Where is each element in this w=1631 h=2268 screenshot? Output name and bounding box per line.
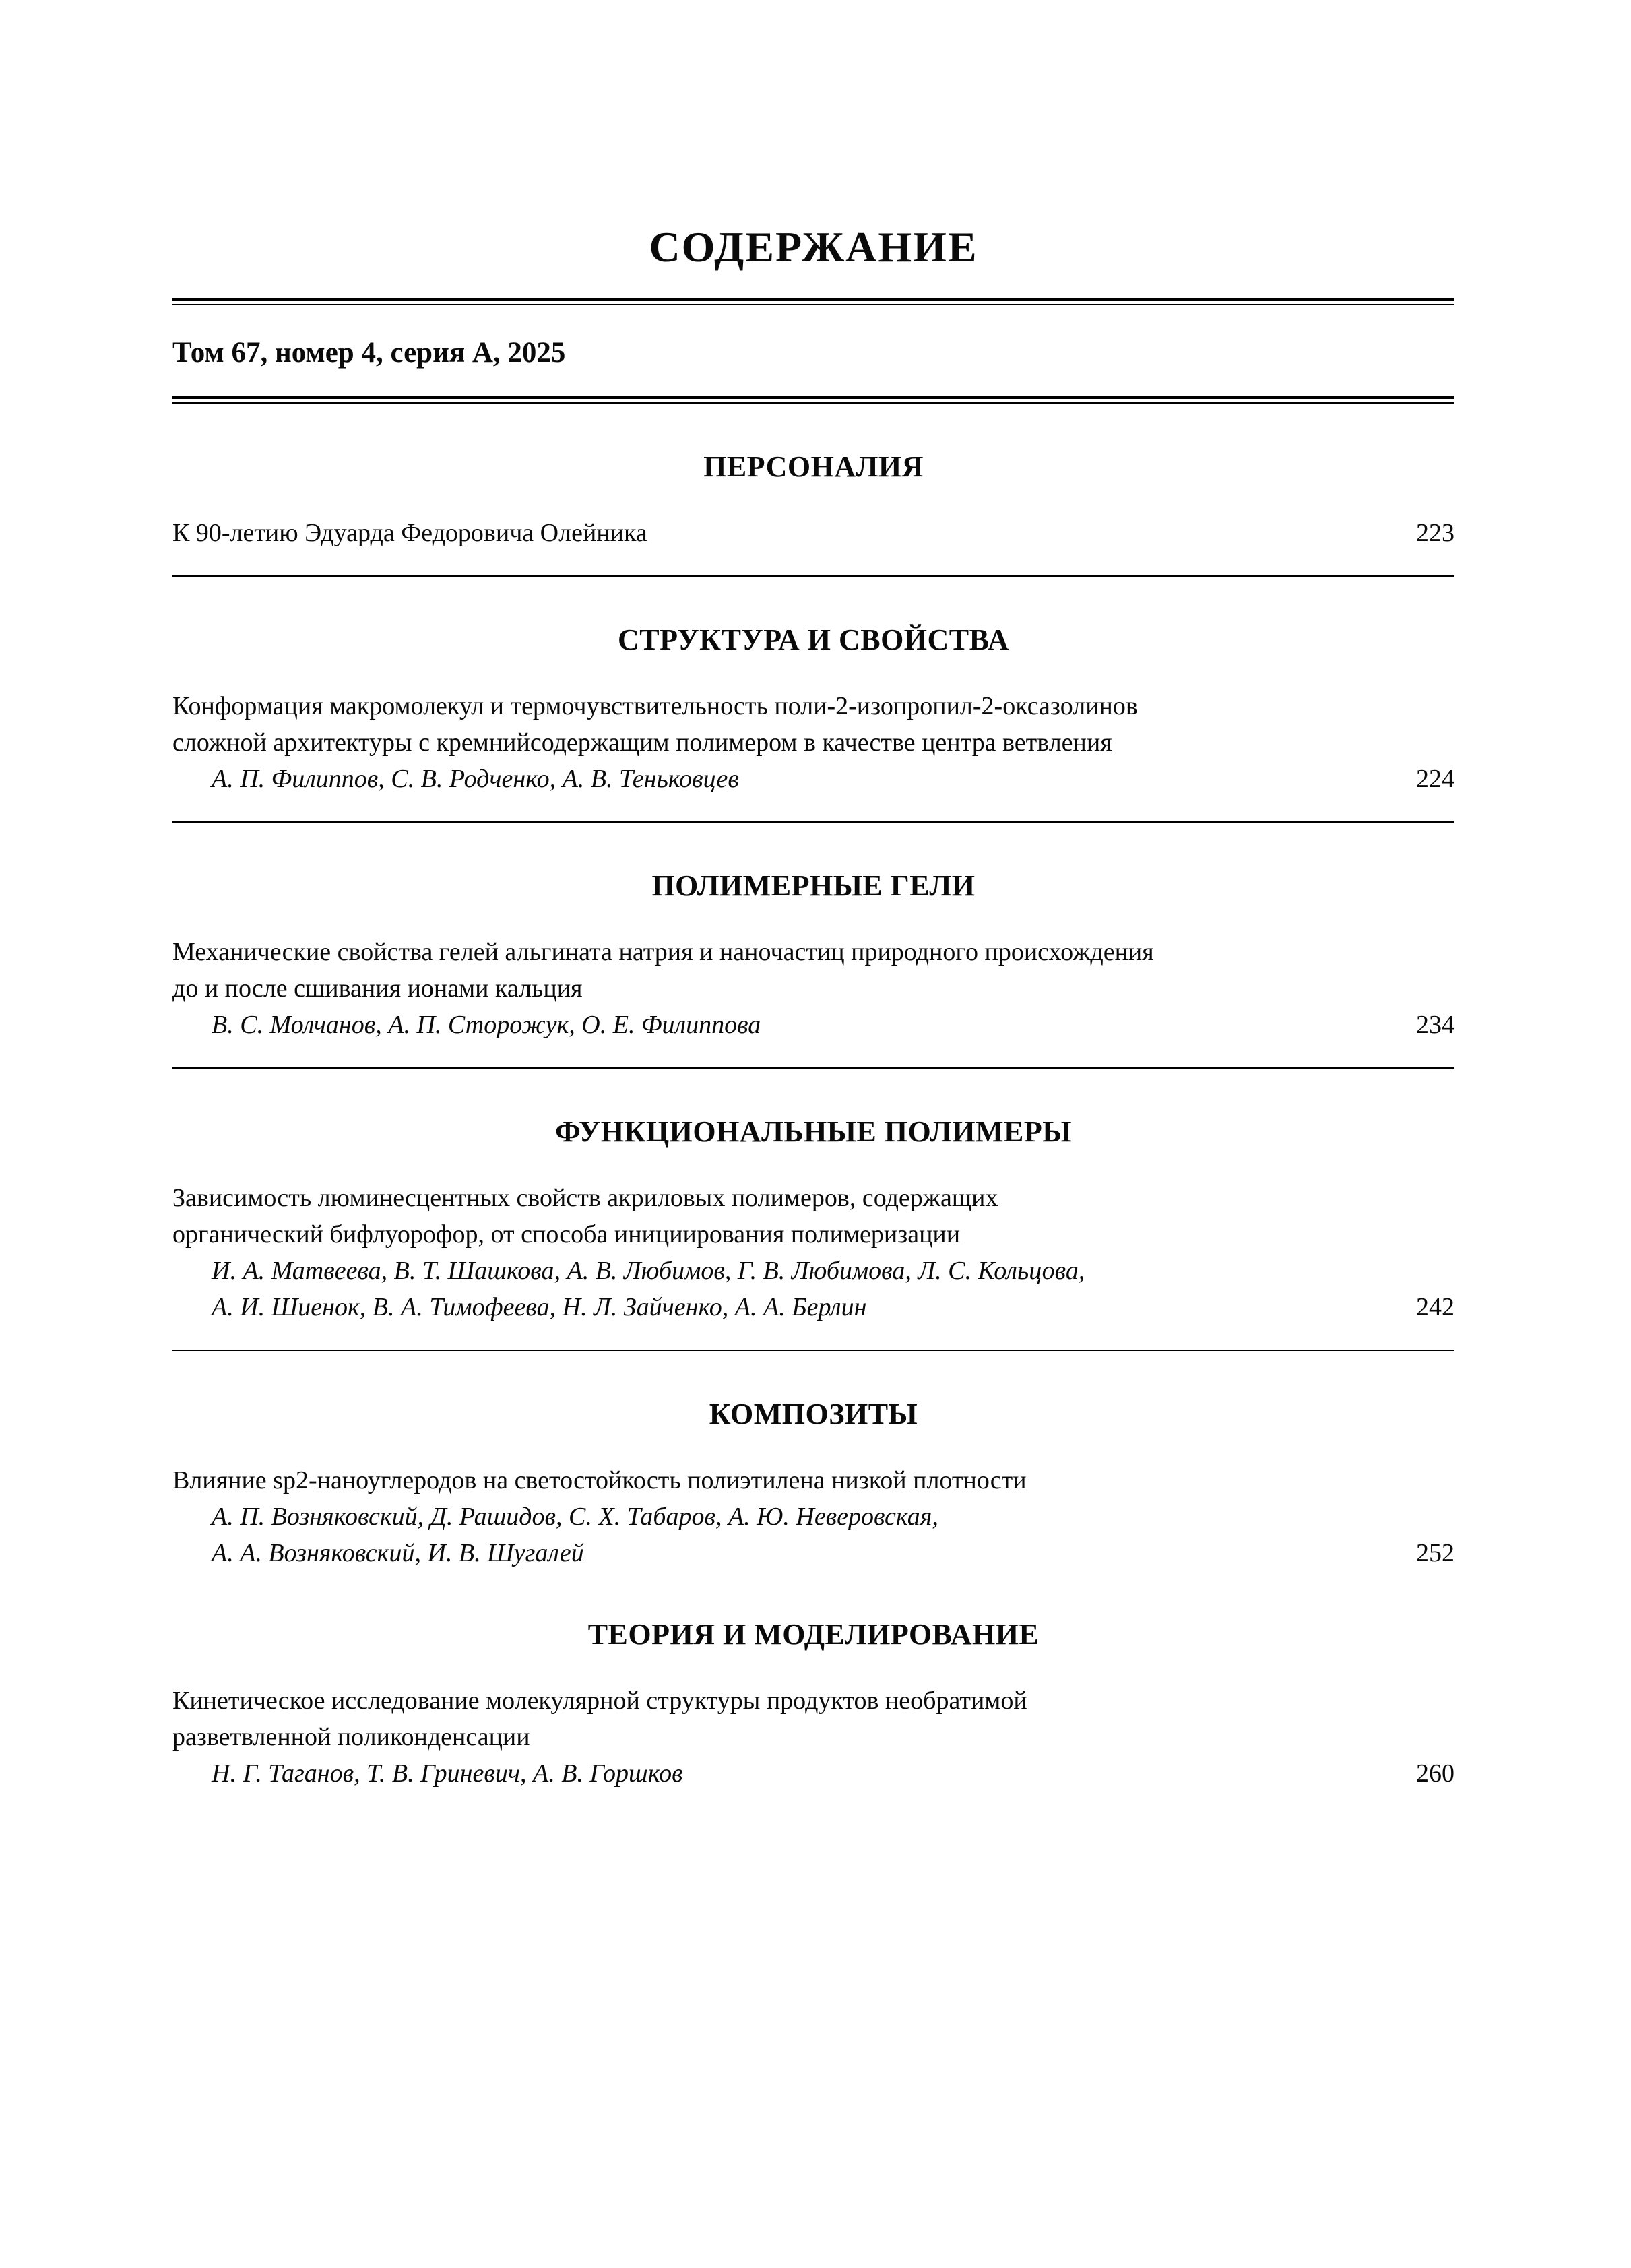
- toc-section: [172, 869, 1454, 1069]
- toc-sections: [172, 449, 1454, 1792]
- entry-separator-rule: [172, 821, 1454, 823]
- section-heading: ПЕРСОНАЛИЯ: [703, 450, 924, 483]
- toc-section: [172, 1114, 1454, 1351]
- double-rule-top: [172, 298, 1454, 305]
- toc-section: [172, 1617, 1454, 1792]
- entry-authors-line: Н. Г. Таганов, Т. В. Гриневич, А. В. Горшков: [212, 1759, 683, 1788]
- toc-entry: [172, 934, 1454, 1043]
- entry-row: [172, 515, 1454, 551]
- entry-row: [172, 1007, 1454, 1043]
- entry-title-line: Зависимость люминесцентных свойств акриловых полимеров, содержащих: [172, 1184, 998, 1212]
- entry-separator-rule: [172, 1350, 1454, 1351]
- entry-row: [172, 1289, 1454, 1325]
- toc-entry: [172, 515, 1454, 551]
- entry-authors-line: А. П. Филиппов, С. В. Родченко, А. В. Теньковцев: [212, 765, 739, 793]
- page-title: СОДЕРЖАНИЕ: [649, 223, 978, 271]
- section-heading: ФУНКЦИОНАЛЬНЫЕ ПОЛИМЕРЫ: [555, 1115, 1072, 1148]
- entry-row: [172, 1755, 1454, 1792]
- entry-title-line: К 90-летию Эдуарда Федоровича Олейника: [172, 519, 647, 547]
- entry-authors-line: И. А. Матвеева, В. Т. Шашкова, А. В. Любимов, Г. В. Любимова, Л. С. Кольцова,: [212, 1257, 1085, 1285]
- issue-line: Том 67, номер 4, серия А, 2025: [172, 337, 566, 369]
- entry-authors-line: А. А. Возняковский, И. В. Шугалей: [212, 1539, 584, 1567]
- entry-title-line: Конформация макромолекул и термочувствительность поли-2-изопропил-2-оксазолинов: [172, 692, 1138, 720]
- entry-separator-rule: [172, 575, 1454, 577]
- page-number: 224: [1416, 765, 1454, 793]
- entry-title-line: Механические свойства гелей альгината натрия и наночастиц природного происхождения: [172, 938, 1154, 966]
- toc-entry: [172, 1180, 1454, 1325]
- toc-section: [172, 623, 1454, 823]
- page-number: 242: [1416, 1293, 1454, 1321]
- entry-row: [172, 1535, 1454, 1571]
- section-heading: ТЕОРИЯ И МОДЕЛИРОВАНИЕ: [587, 1618, 1040, 1651]
- entry-title-line: до и после сшивания ионами кальция: [172, 974, 583, 1003]
- entry-separator-rule: [172, 1067, 1454, 1069]
- section-heading: КОМПОЗИТЫ: [709, 1397, 918, 1430]
- toc-entry: [172, 688, 1454, 797]
- entry-title-line: органический бифлуорофор, от способа инициирования полимеризации: [172, 1220, 961, 1249]
- page-number: 260: [1416, 1759, 1454, 1788]
- section-heading: ПОЛИМЕРНЫЕ ГЕЛИ: [651, 869, 976, 902]
- entry-authors-line: А. И. Шиенок, В. А. Тимофеева, Н. Л. Зайченко, А. А. Берлин: [212, 1293, 867, 1321]
- toc-entry: [172, 1682, 1454, 1792]
- toc-section: [172, 449, 1454, 577]
- page-number: 252: [1416, 1539, 1454, 1567]
- entry-authors-line: В. С. Молчанов, А. П. Сторожук, О. Е. Филиппова: [212, 1011, 761, 1039]
- toc-section: [172, 1397, 1454, 1571]
- entry-title-line: сложной архитектуры с кремнийсодержащим полимером в качестве центра ветвления: [172, 728, 1112, 757]
- section-heading: СТРУКТУРА И СВОЙСТВА: [617, 623, 1010, 656]
- entry-authors-line: А. П. Возняковский, Д. Рашидов, С. Х. Табаров, А. Ю. Неверовская,: [212, 1503, 938, 1531]
- entry-title-line: Кинетическое исследование молекулярной структуры продуктов необратимой: [172, 1687, 1027, 1715]
- page-number: 234: [1416, 1011, 1454, 1039]
- entry-title-line: разветвленной поликонденсации: [172, 1723, 530, 1751]
- entry-row: [172, 761, 1454, 797]
- toc-entry: [172, 1462, 1454, 1571]
- page-number: 223: [1416, 519, 1454, 547]
- entry-title-line: Влияние sp2-наноуглеродов на светостойкость полиэтилена низкой плотности: [172, 1466, 1027, 1494]
- double-rule-bottom: [172, 396, 1454, 404]
